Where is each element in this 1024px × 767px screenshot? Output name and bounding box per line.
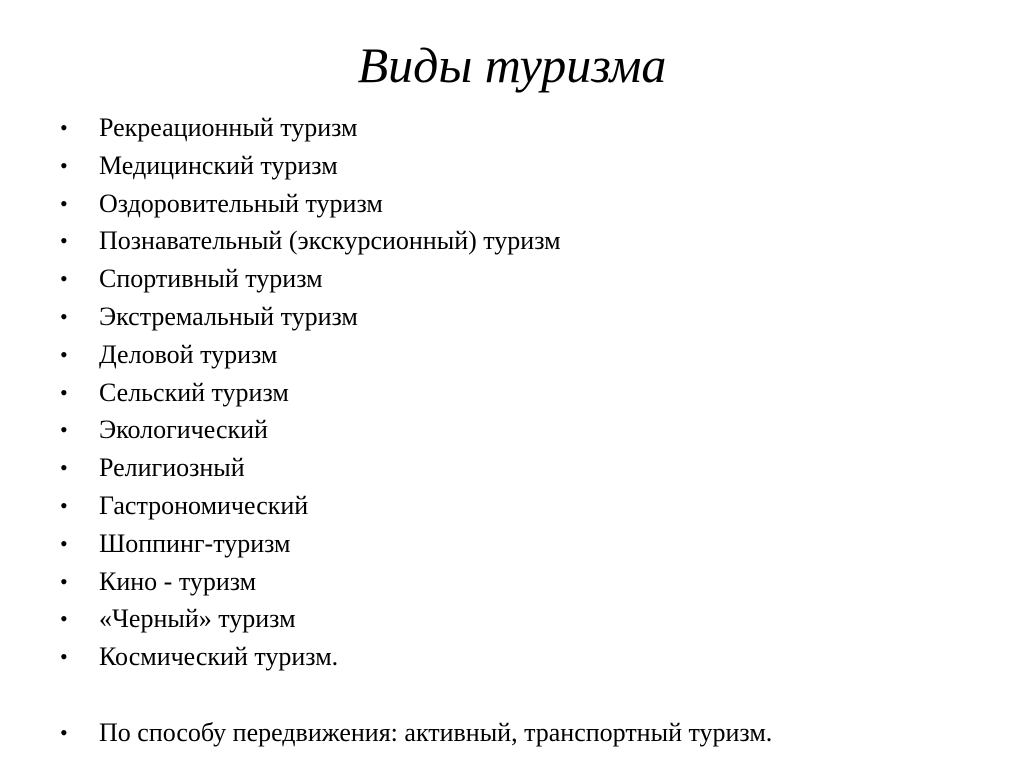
list-item-text: Медицинский туризм bbox=[99, 150, 338, 180]
list-item-text: Кино - туризм bbox=[99, 566, 257, 596]
bullet-icon: • bbox=[60, 606, 68, 632]
bullet-icon: • bbox=[60, 266, 68, 292]
list-item bbox=[60, 260, 1000, 298]
tourism-types-list bbox=[60, 109, 1000, 752]
list-item bbox=[60, 336, 1000, 374]
list-item-text: Шоппинг-туризм bbox=[99, 528, 291, 558]
bullet-icon: • bbox=[60, 303, 68, 329]
bullet-icon: • bbox=[60, 190, 68, 216]
list-item bbox=[60, 638, 1000, 676]
list-item-text: Познавательный (экскурсионный) туризм bbox=[99, 226, 561, 256]
list-item-text: Спортивный туризм bbox=[99, 264, 323, 294]
list-item bbox=[60, 109, 1000, 147]
bullet-icon: • bbox=[60, 228, 68, 254]
list-item bbox=[60, 600, 1000, 638]
list-item bbox=[60, 374, 1000, 412]
bullet-icon: • bbox=[60, 115, 68, 140]
bullet-icon: • bbox=[60, 492, 68, 518]
list-item bbox=[60, 222, 1000, 260]
bullet-icon: • bbox=[60, 152, 68, 178]
list-item-text: Экстремальный туризм bbox=[99, 301, 358, 331]
list-item bbox=[60, 185, 1000, 223]
list-item bbox=[60, 411, 1000, 449]
bullet-icon: • bbox=[60, 379, 68, 405]
bullet-icon: • bbox=[60, 644, 68, 670]
list-item-text: По способу передвижения: активный, транспортный туризм. bbox=[99, 717, 773, 747]
list-item-text: Деловой туризм bbox=[99, 339, 278, 369]
list-item-text: Рекреационный туризм bbox=[99, 113, 358, 142]
bullet-icon: • bbox=[60, 530, 68, 556]
bullet-icon: • bbox=[60, 568, 68, 594]
bullet-icon: • bbox=[60, 341, 68, 367]
bullet-icon: • bbox=[60, 417, 68, 443]
list-item-text: Экологический bbox=[99, 415, 268, 445]
list-item-text: Сельский туризм bbox=[99, 377, 289, 407]
list-item bbox=[60, 298, 1000, 336]
list-item-text: Космический туризм. bbox=[99, 642, 339, 672]
list-item-text: «Черный» туризм bbox=[99, 604, 296, 634]
list-item-text: Оздоровительный туризм bbox=[99, 188, 383, 218]
list-item bbox=[60, 525, 1000, 563]
list-item-text: Гастрономический bbox=[99, 490, 309, 520]
list-item bbox=[60, 563, 1000, 601]
bullet-icon: • bbox=[60, 455, 68, 481]
list-item-text: Религиозный bbox=[99, 453, 245, 483]
list-item bbox=[60, 487, 1000, 525]
bullet-icon: • bbox=[60, 719, 68, 745]
slide-title: Виды туризма bbox=[357, 37, 667, 93]
list-item bbox=[60, 449, 1000, 487]
list-item-movement-method bbox=[60, 714, 1000, 752]
list-item bbox=[60, 147, 1000, 185]
